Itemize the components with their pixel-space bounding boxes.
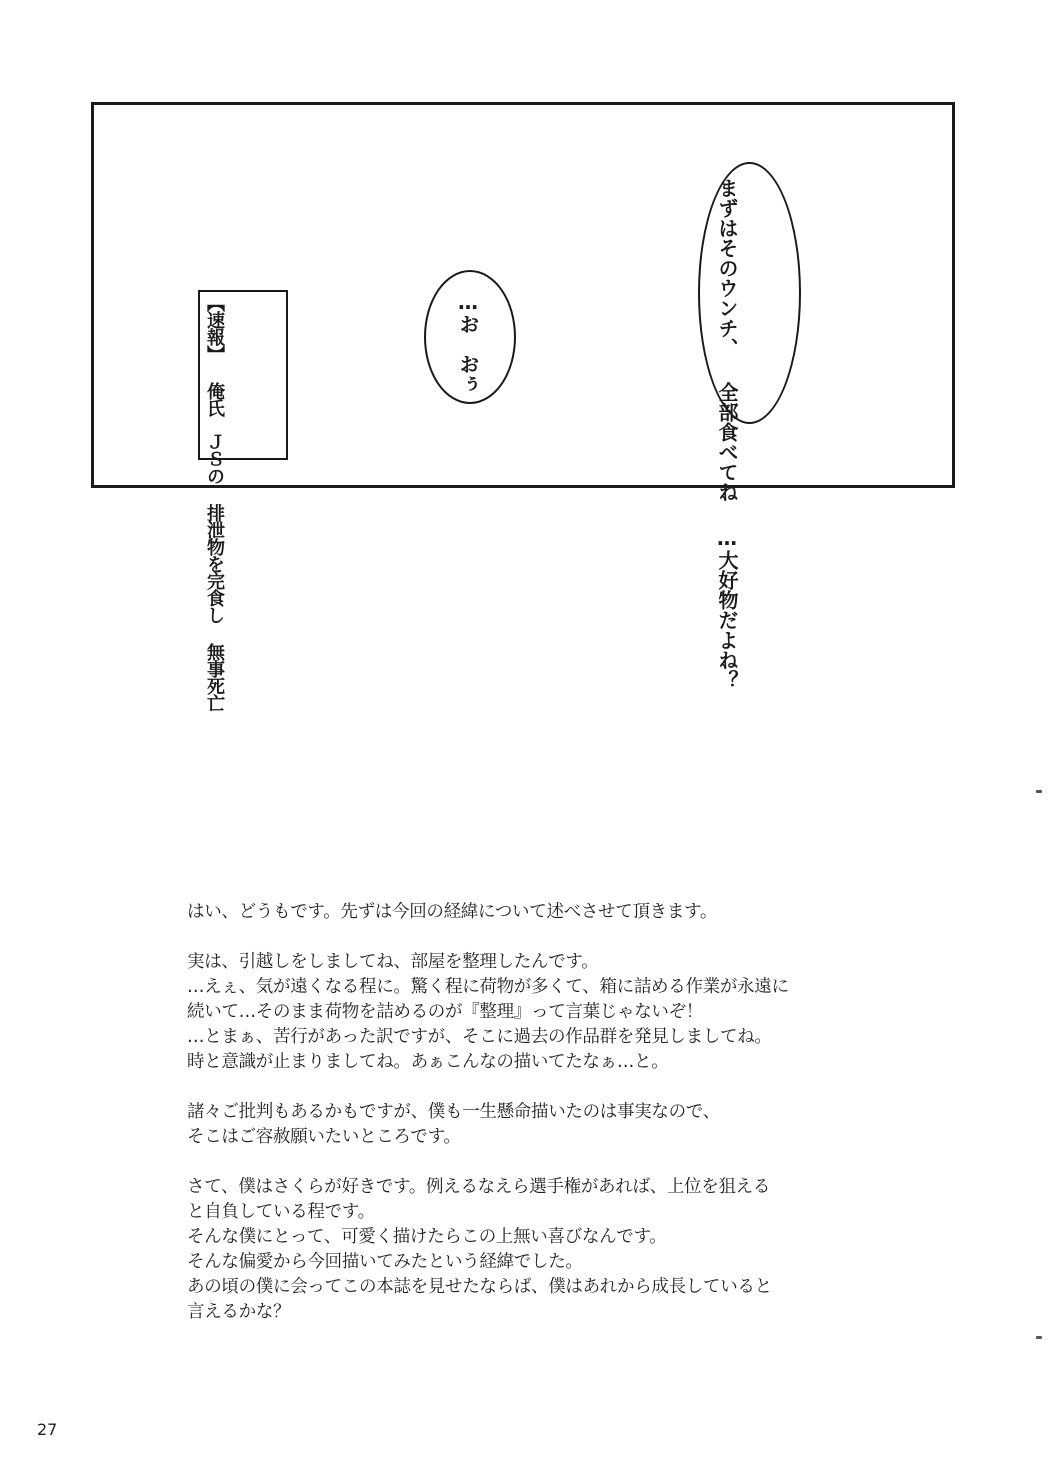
caption-line-4: 無事死亡 <box>204 643 225 711</box>
afterword-paragraph-1 <box>187 900 867 925</box>
afterword-line: そこはご容赦願いたいところです。 <box>187 1127 461 1147</box>
afterword-line: …えぇ、気が遠くなる程に。驚く程に荷物が多くて、箱に詰める作業が永遠に <box>187 977 789 997</box>
afterword-text <box>187 900 867 1350</box>
afterword-paragraph-3 <box>187 1100 867 1150</box>
scan-mark <box>1036 1336 1042 1339</box>
afterword-line: そんな偏愛から今回描いてみたという経緯でした。 <box>187 1252 583 1272</box>
caption-line-3: 排泄物を完食し <box>204 504 225 623</box>
afterword-paragraph-4 <box>187 1175 867 1325</box>
speech-bubble-right <box>698 162 801 424</box>
scan-mark <box>1036 790 1042 793</box>
afterword-paragraph-2 <box>187 950 867 1075</box>
afterword-line: 実は、引越しをしましてね、部屋を整理したんです。 <box>187 952 599 972</box>
news-caption-text <box>204 294 225 711</box>
afterword-line: 続いて…そのまま荷物を詰めるのが『整理』って言葉じゃないぞ！ <box>187 1002 703 1022</box>
bubble-right-line-2: 全部食べてね <box>715 382 739 502</box>
afterword-line: そんな僕にとって、可愛く描けたらこの上無い喜びなんです。 <box>187 1227 667 1247</box>
afterword-line: 諸々ご批判もあるかもですが、僕も一生懸命描いたのは事実なので、 <box>187 1102 720 1122</box>
afterword-line: はい、どうもです。先ずは今回の経緯について述べさせて頂きます。 <box>187 902 718 922</box>
bubble-right-line-1: まずはそのウンチ、 <box>715 178 739 358</box>
speech-bubble-middle-text <box>456 290 480 394</box>
caption-line-1: 【速報】 <box>204 294 225 362</box>
caption-line-2: 俺氏 ＪＳの <box>204 382 225 484</box>
page-number: 27 <box>37 1420 58 1439</box>
afterword-line: …とまぁ、苦行があった訳ですが、そこに過去の作品群を発見しましてね。 <box>187 1027 772 1047</box>
speech-bubble-right-text <box>715 178 739 690</box>
afterword-line: あの頃の僕に会ってこの本誌を見せたならば、僕はあれから成長していると <box>187 1277 772 1297</box>
bubble-right-line-3: …大好物だよね？ <box>715 526 739 690</box>
afterword-line: と自負している程です。 <box>187 1202 375 1222</box>
afterword-line: 時と意識が止まりましてね。あぁこんなの描いてたなぁ…と。 <box>187 1052 669 1072</box>
afterword-line: 言えるかな？ <box>187 1302 291 1322</box>
bubble-middle-line-1: …お おぅ <box>456 290 480 394</box>
afterword-line: さて、僕はさくらが好きです。例えるなえら選手権があれば、上位を狙える <box>187 1177 771 1197</box>
